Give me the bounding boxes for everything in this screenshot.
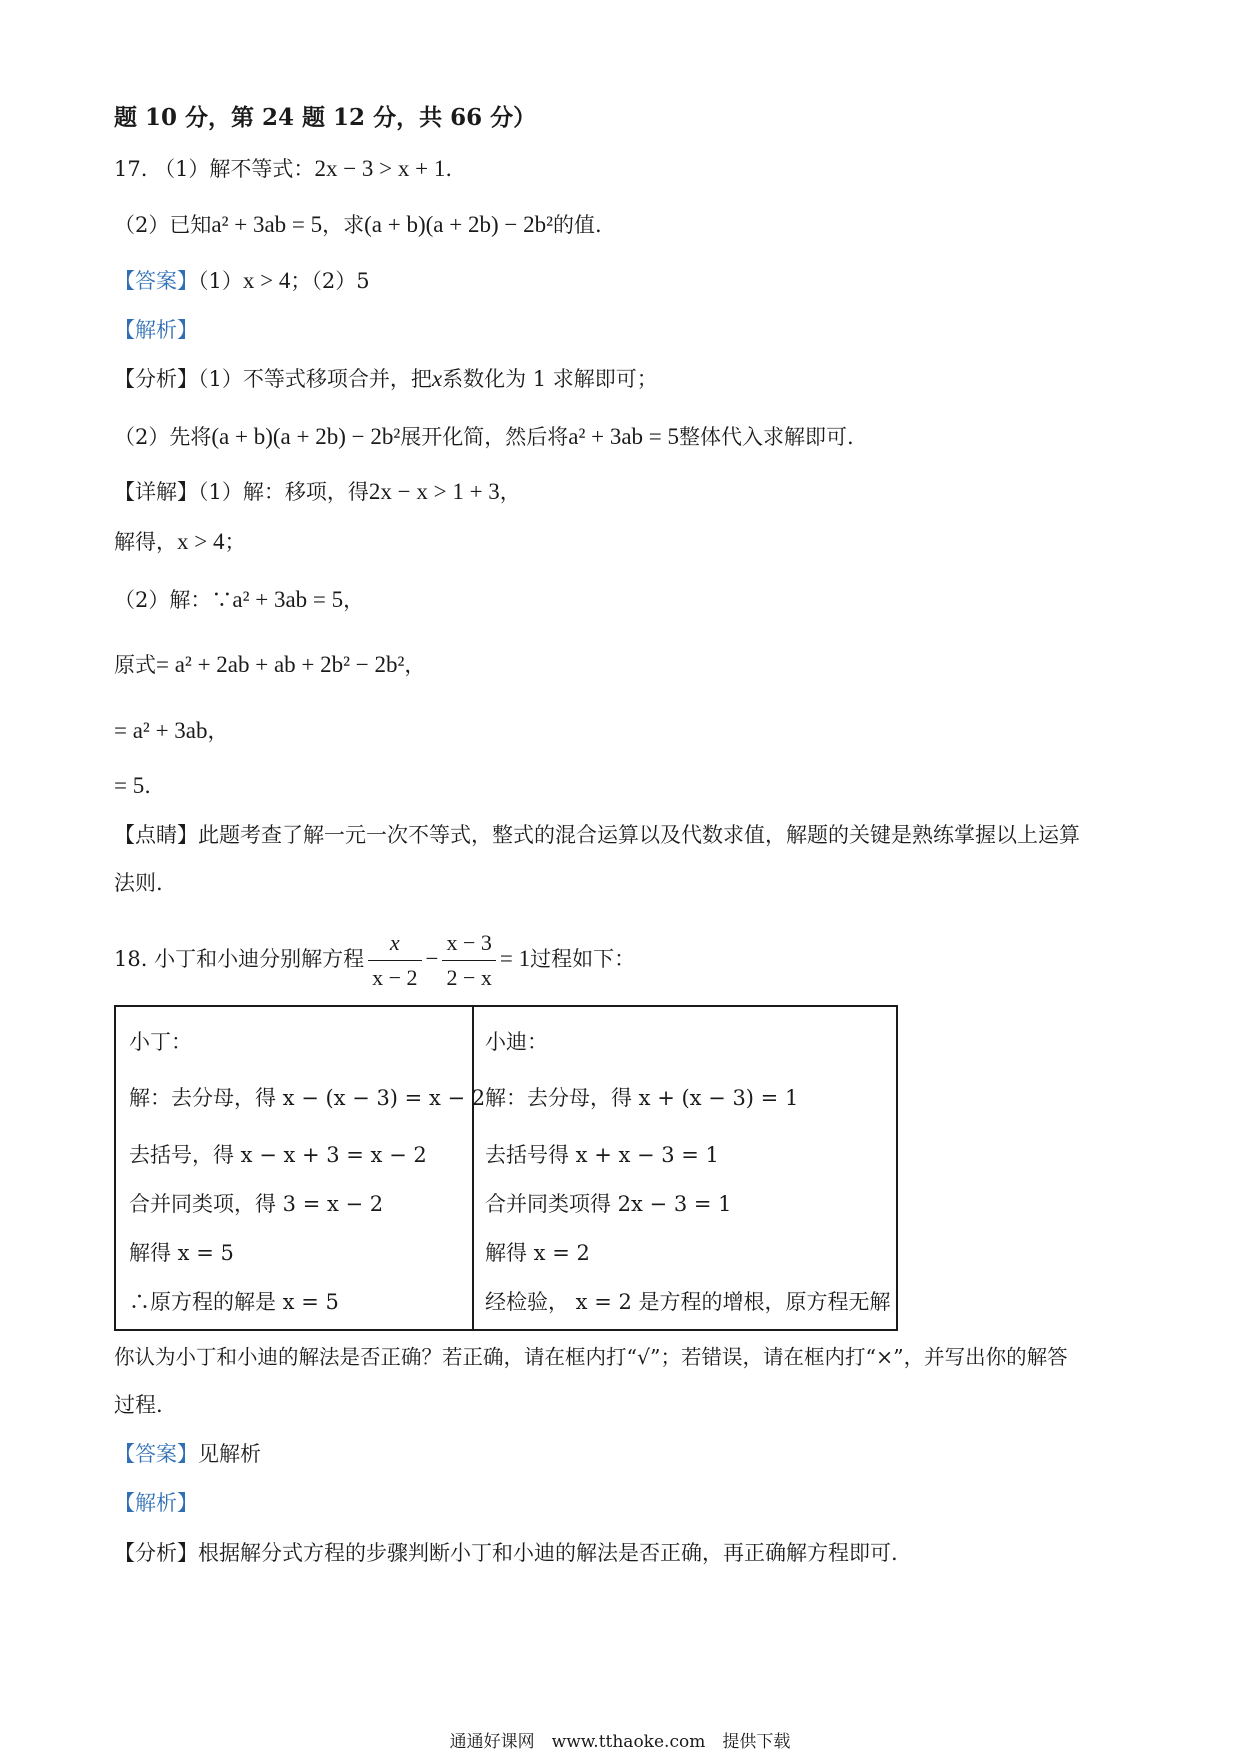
xj-5end: ， <box>207 719 229 743</box>
xiaodi-line-0: 小迪： <box>485 1030 548 1054</box>
xj-2a: 解得， <box>114 530 177 554</box>
xiaodi-line-4: 解得 x = 2 <box>485 1241 590 1265</box>
frac2-den: 2 − x <box>446 965 492 990</box>
frac1-den: x − 2 <box>372 965 418 990</box>
a17-fenxi-1 <box>114 364 658 394</box>
q17-part2-cond: a² + 3ab = 5 <box>211 212 323 237</box>
xj-3expr: a² + 3ab = 5 <box>232 587 344 612</box>
a17-fenxi-2 <box>114 422 854 452</box>
xj-4a: 原式 <box>114 653 156 677</box>
xj-3end: ， <box>343 588 365 612</box>
solution-table <box>114 1005 898 1331</box>
a17-xiangjie-3 <box>114 585 364 615</box>
xiaoding-line-1: 解：去分母，得 x − (x − 3) = x − 2 <box>129 1086 486 1110</box>
a17-xiangjie-2 <box>114 527 245 557</box>
a18-fenxi-tag: 【分析】 <box>114 1541 198 1565</box>
a17-answer <box>114 266 370 296</box>
xiaoding-line-0: 小丁： <box>129 1030 192 1054</box>
a17-jiexi: 【解析】 <box>114 318 198 342</box>
frac1-num: x <box>368 928 421 961</box>
xiaodi-line-3: 合并同类项得 2x − 3 = 1 <box>485 1192 732 1216</box>
q18-question: 你认为小丁和小迪的解法是否正确？若正确，请在框内打“√”；若错误，请在框内打“×”，并写出你的解答 <box>114 1345 1068 1369</box>
q17-part1-end: . <box>445 157 453 181</box>
q18-tail: 过程如下： <box>530 947 636 971</box>
xj-6end: . <box>144 774 151 798</box>
xiaoding-line-2: 去括号，得 x − x + 3 = x − 2 <box>129 1143 427 1167</box>
a18-fenxi <box>114 1538 898 1568</box>
dianjing-tag: 【点睛】 <box>114 823 198 847</box>
xiangjie-tag: 【详解】 <box>114 480 198 504</box>
q18-statement <box>114 924 635 994</box>
xiaoding-line-4: 解得 x = 5 <box>129 1241 234 1265</box>
xj-1end: ， <box>499 480 521 504</box>
q18-minus: − <box>425 946 439 971</box>
xiaoding-line-5: ∴原方程的解是 x = 5 <box>129 1290 339 1314</box>
q18-label: 18. 小丁和小迪分别解方程 <box>114 947 365 971</box>
q18-fraction-1 <box>368 928 421 993</box>
q18-eq: = 1 <box>499 946 531 971</box>
xiaodi-line-5: 经检验， x = 2 是方程的增根，原方程无解 <box>485 1290 891 1314</box>
answer-p1-expr: x > 4 <box>242 268 291 293</box>
answer-tag: 【答案】 <box>114 269 198 293</box>
xiaoding-line-3: 合并同类项，得 3 = x − 2 <box>129 1192 384 1216</box>
a18-answer-tag: 【答案】 <box>114 1442 198 1466</box>
xj-1expr: 2x − x > 1 + 3 <box>368 479 500 504</box>
q17-part2-expr: (a + b)(a + 2b) − 2b² <box>364 212 554 237</box>
fenxi-2a: （2）先将 <box>114 425 212 449</box>
q17-part2-end: 的值. <box>553 213 602 237</box>
dianjing-text: 此题考查了解一元一次不等式，整式的混合运算以及代数求值，解题的关键是熟练掌握以上运算 <box>198 823 1080 847</box>
frac2-num: x − 3 <box>442 928 495 961</box>
a18-answer-text: 见解析 <box>198 1442 261 1466</box>
a17-xiangjie-1 <box>114 477 521 507</box>
fenxi-1a: （1）不等式移项合并，把 <box>198 367 432 391</box>
page-footer: 通通好课网 www.tthaoke.com 提供下载 <box>449 1732 791 1752</box>
xj-1a: （1）解：移项，得 <box>198 480 369 504</box>
xj-2expr: x > 4 <box>177 529 225 554</box>
xj-5expr: = a² + 3ab <box>114 718 208 743</box>
a17-dianjing <box>114 820 1080 850</box>
a17-xiangjie-4 <box>114 650 425 680</box>
q17-part2-label: （2）已知 <box>114 213 212 237</box>
q17-part1-expr: 2x − 3 > x + 1 <box>314 156 446 181</box>
xj-6expr: = 5 <box>114 773 145 798</box>
q18-fraction-2 <box>442 928 495 993</box>
a18-fenxi-text: 根据解分式方程的步骤判断小丁和小迪的解法是否正确，再正确解方程即可. <box>198 1541 898 1565</box>
xiaoding-column <box>116 1007 486 1329</box>
fenxi-tag: 【分析】 <box>114 367 198 391</box>
fenxi-2expr: (a + b)(a + 2b) − 2b² <box>211 424 401 449</box>
q18-question-2: 过程. <box>114 1393 163 1417</box>
xj-4end: ， <box>404 653 426 677</box>
a17-xiangjie-6 <box>114 771 151 801</box>
a18-answer <box>114 1439 261 1469</box>
xiaodi-column <box>472 1007 896 1329</box>
fenxi-1b: 系数化为 1 求解即可； <box>442 367 658 391</box>
q17-part1 <box>114 154 452 184</box>
xj-3a: （2）解：∵ <box>114 588 233 612</box>
fenxi-1x: x <box>431 366 443 391</box>
answer-p2: ；（2）5 <box>290 269 370 293</box>
fenxi-2cond: a² + 3ab = 5 <box>568 424 680 449</box>
answer-p1: （1） <box>198 269 243 293</box>
a18-jiexi: 【解析】 <box>114 1491 198 1515</box>
xiaodi-line-2: 去括号得 x + x − 3 = 1 <box>485 1143 719 1167</box>
a17-xiangjie-5 <box>114 716 229 746</box>
q17-part1-label: 17. （1）解不等式： <box>114 157 315 181</box>
fenxi-2c: 整体代入求解即可. <box>679 425 854 449</box>
xiaodi-line-1: 解：去分母，得 x + (x − 3) = 1 <box>485 1086 799 1110</box>
fenxi-2b: 展开化简，然后将 <box>400 425 569 449</box>
q17-part2-mid: ，求 <box>322 213 365 237</box>
xj-2end: ； <box>224 530 246 554</box>
a17-dianjing-2: 法则. <box>114 871 163 895</box>
xj-4expr: = a² + 2ab + ab + 2b² − 2b² <box>156 652 405 677</box>
section-heading: 题 10 分，第 24 题 12 分，共 66 分） <box>114 104 537 131</box>
q17-part2 <box>114 210 602 240</box>
